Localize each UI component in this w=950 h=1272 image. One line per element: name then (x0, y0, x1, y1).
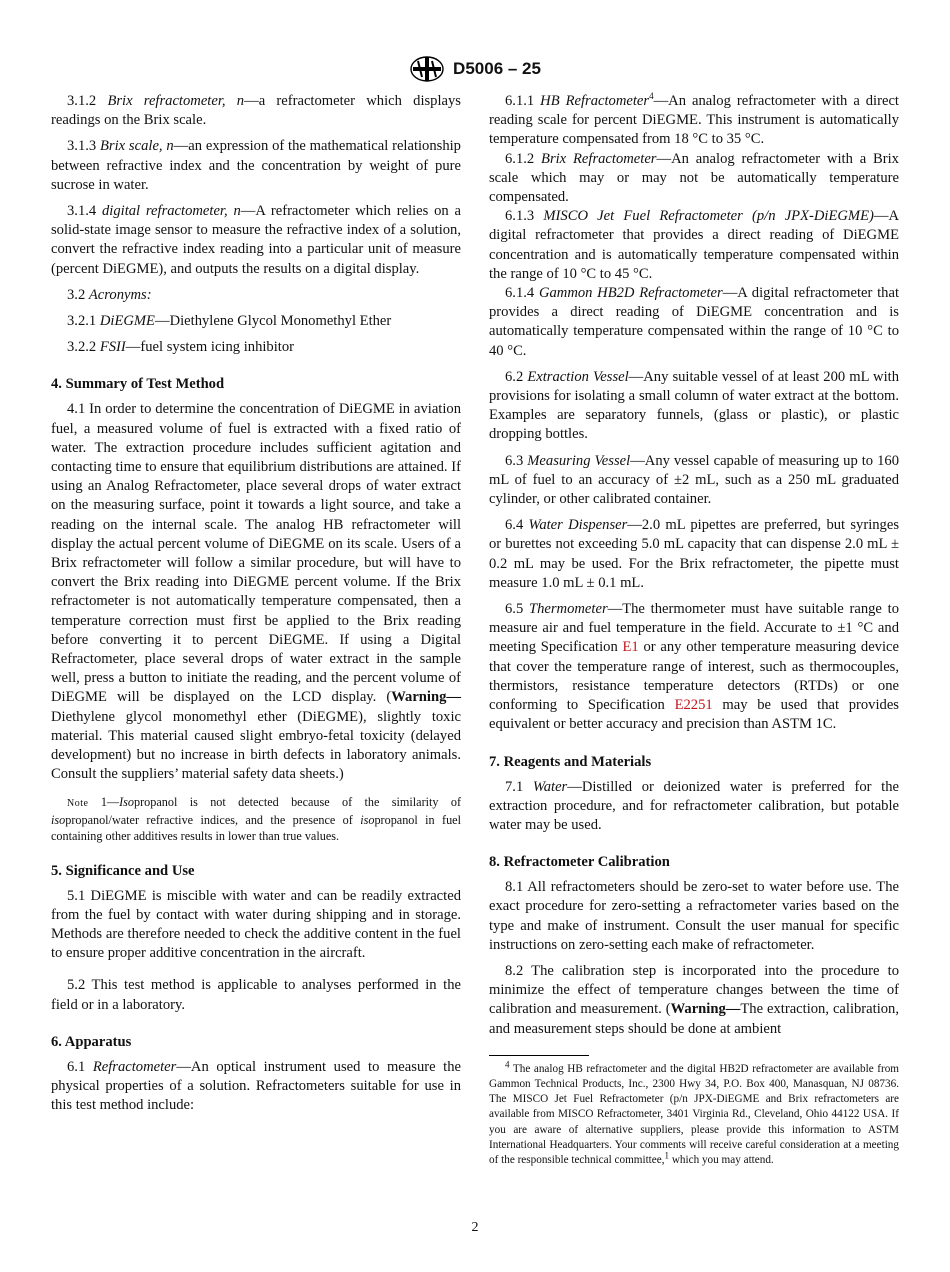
section-heading-5: 5. Significance and Use (51, 862, 195, 879)
paragraph-3-2-1: 3.2.1 DiEGME—Diethylene Glycol Monomethyl Ether (67, 313, 392, 330)
paragraph-6-1-4: 6.1.4 Gammon HB2D Refractometer—A digital refractometer that provides a direct reading of DiEGME concentration and is automatically temperature compensated within the range of 10 °C to 40 °C. (489, 285, 900, 359)
paragraph-3-2-2: 3.2.2 FSII—fuel system icing inhibitor (67, 339, 294, 356)
footnote-4: $^4$ The analog HB refractometer and the digital HB2D refractometer are available from Gammon Technical Products, Inc., 2300 Hwy 34, P.O. Box 400, Manasquan, NJ 08736. The MISCO Jet Fuel Refractometer (p/n JPX-DiEGME and Brix refractometers are available from MISCO Refractometer, 3401 Virginia Rd., Cleveland, Ohio 44122 USA. If you are aware of alternative suppliers, please provide this information to ASTM International Headquarters. Your comments will receive careful consideration at a meeting of the responsible technical committee,$^1$ which you may attend. (489, 1059, 899, 1166)
page-number: 2 (471, 1220, 479, 1235)
paragraph-6-1: 6.1 Refractometer—An optical instrument used to measure the physical properties of a solution. Refractometers suitable for use in this test method include: (51, 1058, 461, 1114)
paragraph-8-2: 8.2 The calibration step is incorporated into the procedure to minimize the effect of temperature changes between the time of calibration and measurement. (Warning—The extraction, calibration, and measurement steps should be done at ambient (489, 962, 899, 1037)
paragraph-6-1-1: 6.1.1 HB Refractometer$^4$—An analog refractometer with a direct reading scale for percent DiEGME. This instrument is automatically temperature compensated from 18 °C to 35 °C. (489, 91, 899, 148)
paragraph-3-1-3: 3.1.3 Brix scale, n—an expression of the mathematical relationship between refractive index and the concentration by weight of pure sucrose in water. (51, 138, 461, 193)
paragraph-8-1: 8.1 All refractometers should be zero-set to water before use. The exact procedure for zero-setting a refractometer varies based on the type and make of instrument. Consult the user manual for specific instructions on zero-setting each make of refractometer. (489, 879, 899, 953)
paragraph-6-3: 6.3 Measuring Vessel—Any vessel capable of measuring up to 160 mL of fuel to an accuracy of ±2 mL, such as a 250 mL graduated cylinder, or other calibrated container. (489, 452, 899, 508)
section-heading-6: 6. Apparatus (51, 1033, 132, 1050)
paragraph-5-1: 5.1 DiEGME is miscible with water and can be readily extracted from the fuel by contact with water during shipping and in storage. Methods are therefore needed to check the additive content in the fuel to ensure proper additive concentration in the aircraft. (51, 887, 461, 962)
paragraph-3-2: 3.2 Acronyms: (67, 286, 152, 303)
standard-designation: D5006 – 25 (453, 59, 541, 78)
astm-logo-icon (409, 55, 445, 83)
section-heading-8: 8. Refractometer Calibration (489, 854, 670, 871)
paragraph-6-4: 6.4 Water Dispenser—2.0 mL pipettes are preferred, but syringes or burettes not exceeding 5.0 mL capacity that can dispense 2.0 mL ± 0.2 mL may be used. For the Brix refractometer, the pipette must measure 1.0 mL ± 0.1 mL. (489, 517, 900, 591)
paragraph-6-5: 6.5 Thermometer—The thermometer must have suitable range to measure air and fuel temperature in the field. Accurate to ±1 °C and meeting Specification E1 or any other temperature measuring device that cover the temperature range of interest, such as thermocouples, thermistors, resistance temperature detectors (RTDs) or one conforming to Specification E2251 may be used that provides equivalent or better accuracy and precision than ASTM 1C. (489, 601, 899, 733)
paragraph-4-1: 4.1 In order to determine the concentration of DiEGME in aviation fuel, a measured volume of fuel is extracted with a fixed ratio of water. The extraction procedure includes sufficient agitation and contacting time to ensure that equilibrium distributions are attained. If using an Analog Refractometer, place several drops of water extract on the measuring surface, point it towards a light source, and take a reading on the internal scale. The analog HB refractometer will display the actual percent volume of DiEGME on its scale. Users of a Brix refractometer will follow a similar procedure, but will have to convert the Brix reading into DiEGME percent volume. If the Brix refractometer is not automatically temperature compensated, then a temperature correction must first be applied to the Brix reading before converting it to percent DiEGME. If using a Digital Refractometer, place several drops of water extract in the sample well, press a button to initiate the reading, and the percent volume of DiEGME will be displayed on the LCD display. (Warning—Diethylene glycol monomethyl ether (DiEGME), slightly toxic material. This material caused slight embryo-fetal toxicity (delayed development) but no increase in birth defects in laboratory animals. Consult the suppliers’ material safety data sheets.) (51, 401, 461, 783)
paragraph-6-1-3: 6.1.3 MISCO Jet Fuel Refractometer (p/n JPX-DiEGME)—A digital refractometer that provides a direct reading of DiEGME concentration and is automatically temperature compensated within the range of 10 °C to 45 °C. (489, 208, 899, 282)
page-header (0, 55, 950, 85)
section-heading-7: 7. Reagents and Materials (489, 753, 652, 770)
left-column (51, 92, 461, 1115)
paragraph-5-2: 5.2 This test method is applicable to analyses performed in the field or in a laboratory. (51, 977, 461, 1013)
note-1: Note 1—Isopropanol is not detected because of the similarity of isopropanol/water refractive indices, and the presence of isopropanol in fuel containing other additives results in lower than true values. (51, 794, 462, 843)
section-heading-4: 4. Summary of Test Method (51, 376, 225, 393)
paragraph-3-1-4: 3.1.4 digital refractometer, n—A refractometer which relies on a solid-state image sensor to measure the refractive index of a solution, convert the refractive index reading into a particular unit of measure (percent DiEGME), and outputs the results on a digital display. (51, 203, 462, 277)
footnote-divider (489, 1055, 589, 1056)
reference-link-e1[interactable]: E1 (622, 639, 639, 656)
paragraph-6-1-2: 6.1.2 Brix Refractometer—An analog refractometer with a Brix scale which may or may not be automatically temperature compensated. (489, 150, 899, 206)
right-column (489, 92, 899, 1168)
paragraph-6-2: 6.2 Extraction Vessel—Any suitable vessel of at least 200 mL with provisions for isolating a small column of water extract at the bottom. Examples are separatory funnels, (glass or plastic), or plastic dropping bottles. (489, 368, 899, 443)
paragraph-7-1: 7.1 Water—Distilled or deionized water is preferred for the extraction procedure, and for refractometer calibration, but potable water may be used. (489, 778, 899, 833)
reference-link-e2251[interactable]: E2251 (674, 697, 713, 714)
paragraph-3-1-2: 3.1.2 Brix refractometer, n—a refractometer which displays readings on the Brix scale. (51, 93, 461, 129)
